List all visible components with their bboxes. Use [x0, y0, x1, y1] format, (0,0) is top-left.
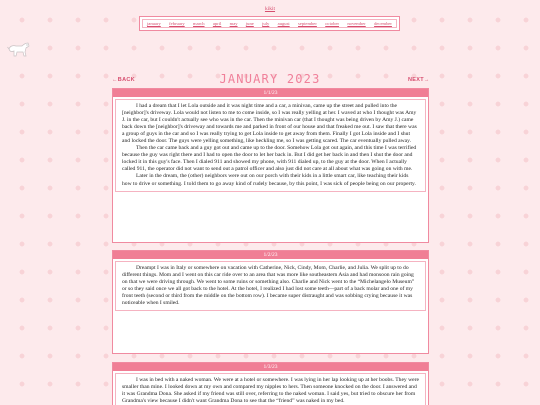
- entry-paragraph: Later in the dream, the (other) neighbors were out on our porch with their kids in a little smart car, like teaching their kids how to drive or something. I told them to go away kind of rudely because, by this point, I was sick of people being on our property.: [122, 173, 416, 187]
- nav-month-november[interactable]: november: [347, 21, 366, 26]
- top-link[interactable]: kikit: [264, 6, 276, 12]
- month-nav: [139, 16, 400, 31]
- entry-paragraph: I had a dream that I let Lola outside and it was night time and a car, a minivan, came up the street and pulled into the [neighbor]'s driveway. Lola would not listen to me to come inside, so I was really yelling at her. I waved at who I thought was Amy J. in the car, but I couldn't actually see who was in the car. Then the minivan car (that I thought was being driven by Amy J.) came back down the [neighbor]'s driveway and towards me and parked in front of our house and that freaked me out. I saw that there was a group of guys in the car and so I was really trying to get Lola inside to get away from them. Finally I got Lola inside and I shut and locked the door. The guys were yelling something, like heckling me, so I was getting scared. The car eventually pulled away.: [122, 103, 417, 145]
- nav-month-july[interactable]: july: [262, 21, 270, 26]
- entry-date: 1/2/23: [113, 251, 428, 259]
- entry-body: [115, 261, 426, 311]
- entry-paragraph: Then the car came back and a guy got out and came up to the door. Somehow Lola got out again, and this time I was terrified because the guy was right there and I had to open the door to let her back in. But I did get her back in and then I shut the door and locked it in this guy's face. Then I dialed 911 and showed my phone, with 911 dialed up, to the guy at the door. When I actually called 911, the operator did not want to send out a patrol officer and also just did not care at all about what was going on with me.: [122, 145, 417, 173]
- nav-month-march[interactable]: march: [193, 21, 205, 26]
- nav-month-april[interactable]: april: [212, 21, 222, 26]
- entry-paragraph: I was in bed with a naked woman. We were at a hotel or somewhere. I was lying in her lap looking up at her boobs. They were smaller than mine. I looked down at my own and compared my nipples to hers. Then someone knocked on the door. I answered and it was Grandma Dona. She asked if my friend was still over, referring to the naked woman. I said yes, but tried to obscure her from Grandma's view because I didn't want Grandma Dona to see that the “friend” was naked in my bed.: [122, 377, 419, 405]
- entry-body: [115, 99, 426, 192]
- entry-date: 1/3/23: [113, 363, 428, 371]
- nav-month-december[interactable]: december: [374, 21, 392, 26]
- next-month-link[interactable]: NEXT→: [408, 77, 430, 83]
- journal-entry: [112, 88, 429, 243]
- nav-month-june[interactable]: june: [245, 21, 254, 26]
- nav-month-january[interactable]: january: [147, 21, 161, 26]
- nav-month-february[interactable]: february: [169, 21, 185, 26]
- nav-month-august[interactable]: august: [277, 21, 290, 26]
- prev-month-link[interactable]: ←BACK: [112, 77, 135, 83]
- nav-month-september[interactable]: september: [298, 21, 317, 26]
- entry-date: 1/1/23: [113, 89, 428, 97]
- page-title: JANUARY 2023: [219, 72, 321, 86]
- journal-entry: [112, 250, 429, 354]
- entry-paragraph: Dreampt I was in Italy or somewhere on vacation with Catherine, Nick, Cindy, Mom, Charlie, and Julia. We split up to do different things. Mom and I went on this car ride over to an area that was more like southeastern Asia and had monsoon rain going on that we were driving through. We went to some ruins or something also. Charlie and Nick went to the “Michelangelo Museum” or so they said once we all got back to the hotel. At the hotel, I realized I had lost some teeth—part of a back molar and one of my front teeth (second or third from the middle on the bottom row). I became super distraught and was sobbing crying because it was noticeable when I smiled.: [122, 265, 415, 307]
- nav-month-may[interactable]: may: [229, 21, 238, 26]
- month-nav-inner: [142, 19, 397, 28]
- entry-body: [115, 373, 426, 405]
- journal-entry: [112, 362, 429, 405]
- dog-logo-icon[interactable]: [7, 40, 31, 58]
- nav-month-october[interactable]: october: [325, 21, 340, 26]
